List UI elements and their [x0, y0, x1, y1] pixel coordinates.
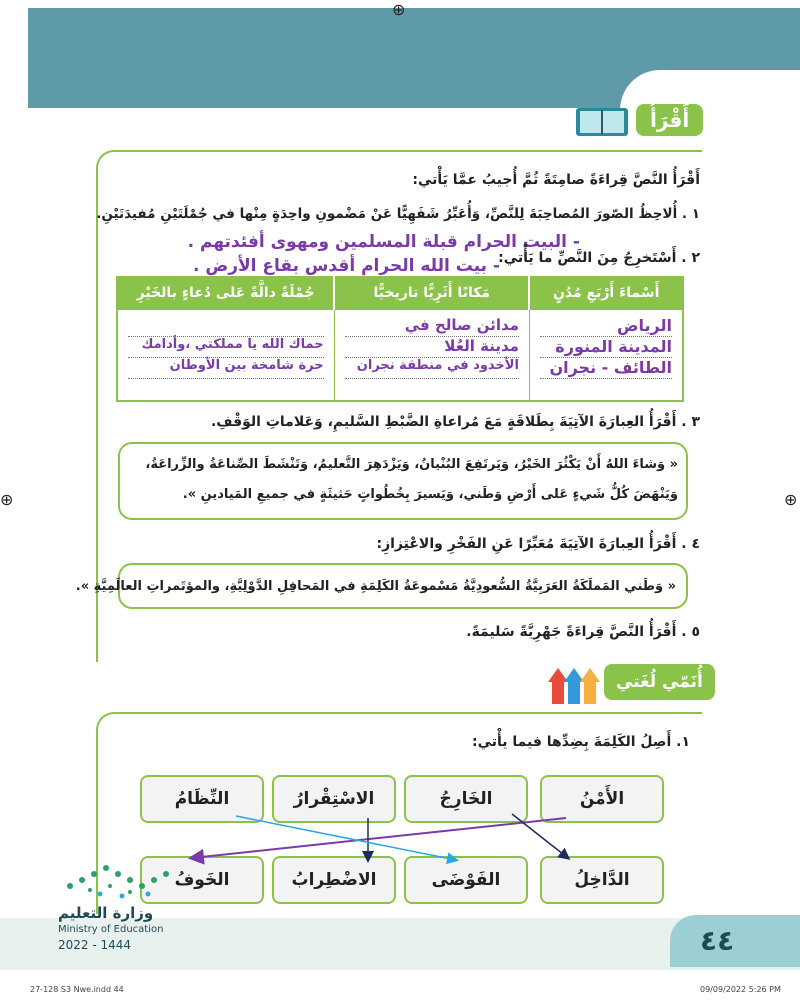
- line-order-chaos: [236, 816, 456, 860]
- edition-year: 2022 - 1444: [58, 938, 132, 952]
- answer-1-line1: - البيت الحرام قبلة المسلمين ومهوى أفئدتهم .: [187, 232, 580, 252]
- registration-mark-right: ⊕: [784, 490, 798, 509]
- table-header-sites: مَكانًا أَثَرِيًّا تاريخيًّا: [334, 276, 529, 310]
- site-1: مدائن صالح في: [345, 316, 519, 337]
- section-title-grow: أُنَمّي لُغَتي: [604, 664, 715, 700]
- line-security-fear: [192, 818, 566, 858]
- ministry-name-ar: وزارة التعليم: [58, 904, 154, 922]
- word-bottom-3[interactable]: الاضْطِرابُ: [272, 856, 396, 904]
- prayer-line-2: حماك الله يا مملكتي ،وأدامك: [128, 337, 324, 358]
- word-top-3[interactable]: الاسْتِقْرارُ: [272, 775, 396, 823]
- question-5: ٥ . أَقْرَأُ النَّصَّ قِراءَةً جَهْرِيَّةً سَليمَةً.: [466, 624, 700, 640]
- ministry-name-en: Ministry of Education: [58, 924, 164, 935]
- question-3: ٣ . أَقْرَأُ العِبارَةَ الآتِيَةَ بِطَلاقَةٍ مَعَ مُراعاةِ الضَّبْطِ السَّليمِ، وَعَلاماتِ الوَقْفِ.: [210, 414, 700, 430]
- word-top-1[interactable]: الأَمْنُ: [540, 775, 664, 823]
- vocab-question-1: ١. أَصِلُ الكَلِمَةَ بِضِدِّها فيما يأْتي:: [471, 734, 690, 750]
- quote-2-text: « وَطَني المَملَكَةُ العَرَبِيَّةُ السُّعودِيَّةُ مَسْموعَةُ الكَلِمَةِ في المَحافِلِ الدَّوْلِيَّةِ، والمؤتَمراتِ العالَمِيَّةِ ».: [75, 579, 676, 594]
- word-bottom-2[interactable]: الفَوْضَى: [404, 856, 528, 904]
- answer-1-line2: - بيت الله الحرام أقدس بقاع الأرض .: [192, 256, 500, 276]
- word-top-2[interactable]: الخَارِجُ: [404, 775, 528, 823]
- print-file-info: 27-128 S3 Nwe.indd 44: [30, 985, 124, 994]
- word-bottom-4[interactable]: الخَوفُ: [140, 856, 264, 904]
- section-title-read: أَقْرَأُ: [636, 104, 703, 136]
- registration-mark-left: ⊕: [0, 490, 14, 509]
- word-top-4[interactable]: النِّظَامُ: [140, 775, 264, 823]
- site-3: الأخدود في منطقة نجران: [345, 358, 519, 379]
- print-date-info: 09/09/2022 5:26 PM: [700, 985, 781, 994]
- page-number-tab: [670, 915, 800, 967]
- quote-1-line-2: وَيَنْهَضَ كُلُّ شَيءٍ عَلى أَرْضِ وَطَني، وَيَسيرَ بِخُطُواتٍ حَثيثَةٍ في جميعِ المَيادينِ ».: [182, 487, 678, 502]
- word-bottom-1[interactable]: الدَّاخِلُ: [540, 856, 664, 904]
- registration-mark-top: ⊕: [392, 0, 406, 19]
- page-number: ٤٤: [700, 924, 735, 957]
- city-3: الطائف - نجران: [540, 358, 672, 379]
- prayer-line-3: حرة شامخة بين الأوطان: [128, 358, 324, 379]
- question-4: ٤ . أَقْرَأُ العِبارَةَ الآتِيَةَ مُعَبِّرًا عَنِ الفَخْرِ والاعْتِزازِ:: [376, 536, 700, 552]
- city-1: الرياض: [540, 316, 672, 337]
- question-2: ٢ . أَسْتَخرِجُ مِنَ النَّصِّ ما يَأْتي:: [498, 250, 700, 266]
- city-2: المدينة المنورة: [540, 337, 672, 358]
- question-1: ١ . أُلاحِظُ الصّورَ المُصاحِبَةَ لِلنَّصِّ، وَأُعَبِّرُ شَفَهِيًّا عَنْ مَضْمونِ واحِدَةٍ مِنْها في جُمْلَتَيْنِ مُفيدَتَيْنِ.: [96, 206, 700, 222]
- read-instruction: أَقْرَأُ النَّصَّ قِراءَةً صامِتَةً ثُمَّ أُجيبُ عمَّا يَأْتي:: [412, 172, 700, 188]
- table-header-prayer: جُمْلَةً دالَّةً عَلى دُعاءٍ بالخَيْرِ: [118, 276, 334, 310]
- quote-1-line-1: « وَشاءَ اللهُ أَنْ يَكْثُرَ الخَيْرُ، وَيَرتَفِعَ البُنْيانُ، وَيَزْدَهِرَ التَّعليمُ، وَتَنْشَطَ الصِّناعَةُ والزِّراعَةُ،: [145, 457, 678, 472]
- site-2: مدينة العُلا: [345, 337, 519, 358]
- table-header-cities: أَسْماءَ أَرْبَعِ مُدُنٍ: [529, 276, 682, 310]
- ministry-logo-icon: [60, 856, 190, 906]
